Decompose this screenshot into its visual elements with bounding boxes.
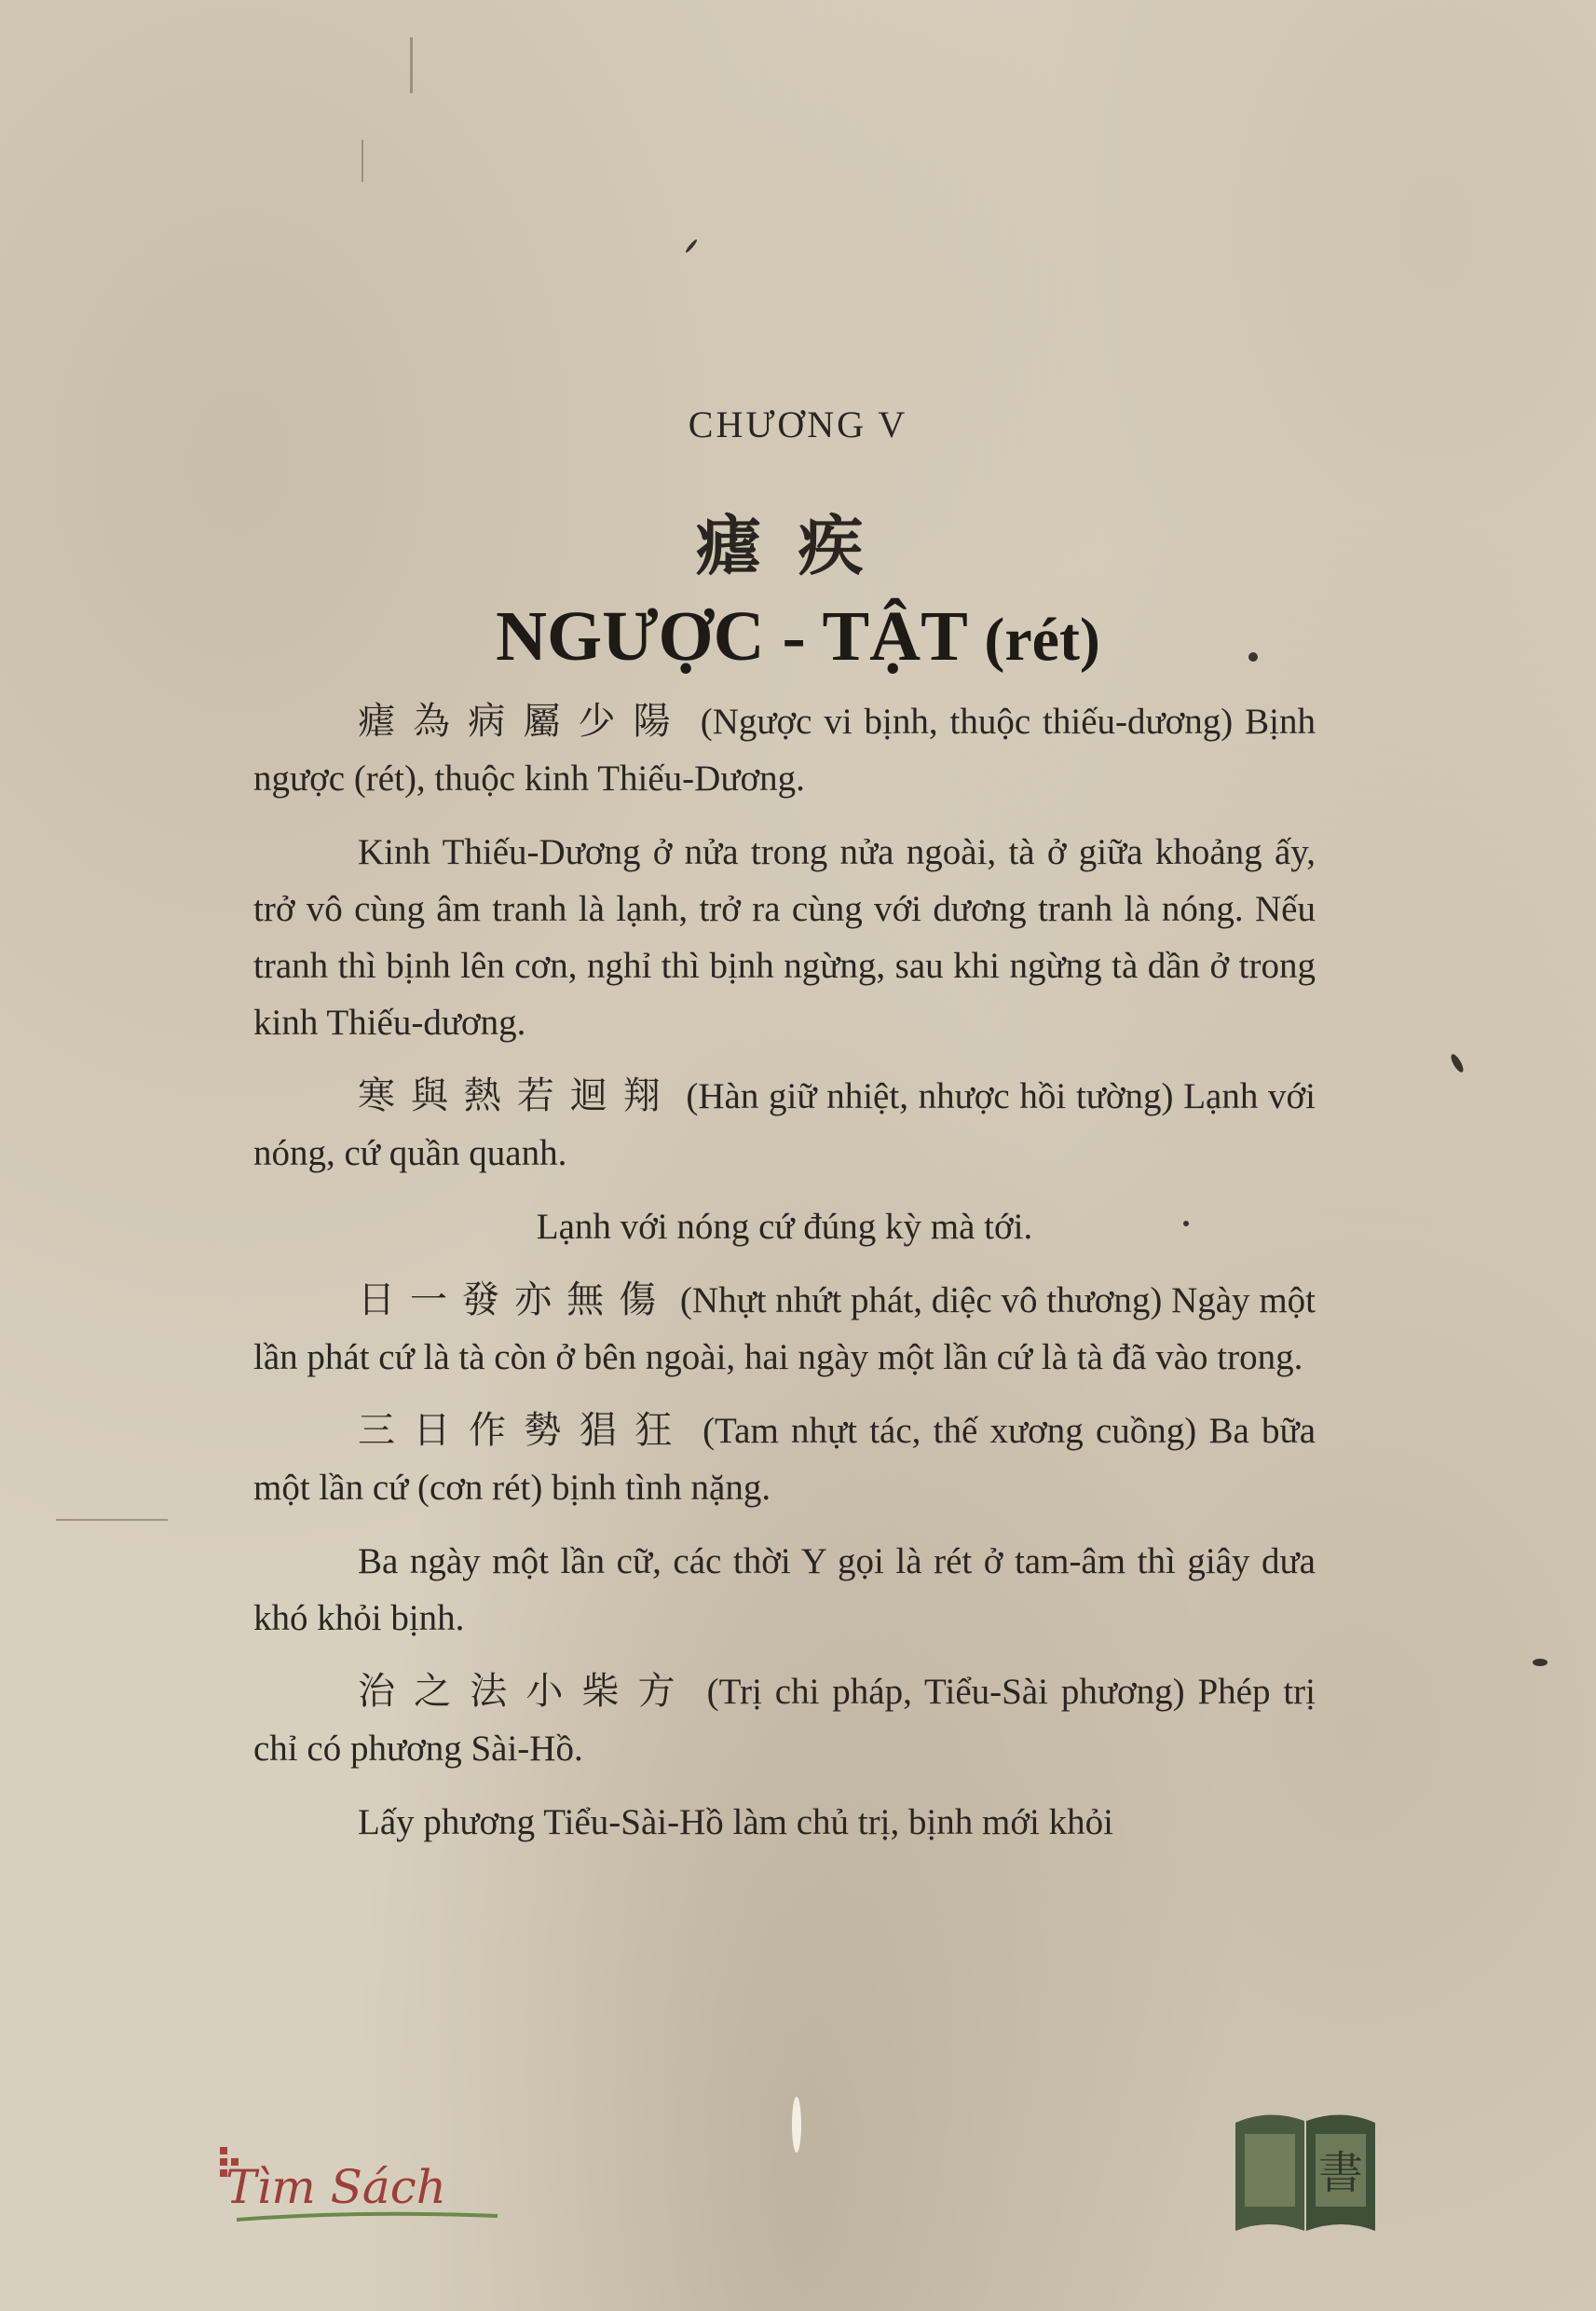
han-verse: 寒與熱若迴翔 [358,1074,676,1117]
paper-speck [1449,1052,1466,1073]
han-verse: 日一發亦無傷 [358,1279,672,1321]
body-text [253,693,1316,1867]
paragraph-text: Ba ngày một lần cữ, các thời Y gọi là rét ở tam-âm thì giây dưa khó khỏi bịnh. [253,1541,1316,1638]
main-title-text: NGƯỢC - TẬT [496,597,967,676]
han-title: 瘧疾 [695,507,901,584]
paper-scratch [410,37,413,93]
paragraph [253,824,1316,1051]
book-logo [1232,2104,1379,2235]
paper-speck [792,2097,801,2153]
han-verse: 瘧為病屬少陽 [358,700,689,743]
chapter-heading: CHƯƠNG V [688,403,908,445]
timsach-logo [218,2145,516,2229]
han-verse: 治之法小柴方 [358,1670,694,1713]
paragraph [253,1402,1316,1516]
paragraph-text: Lấy phương Tiểu-Sài-Hồ làm chủ trị, bịnh mới khỏi [358,1802,1113,1842]
paragraph [253,1068,1316,1182]
timsach-logo-text: Tìm Sách [225,2160,446,2214]
paragraph-text: Kinh Thiếu-Dương ở nửa trong nửa ngoài, tà ở giữa khoảng ấy, trở vô cùng âm tranh là lạnh, trở ra cùng với dương tranh là nóng. Nếu tranh thì bịnh lên cơn, nghỉ thì bịnh ngừng, sau khi ngừng tà dần ở trong kinh Thiếu-dương. [253,832,1316,1043]
paper-scratch [361,140,363,182]
paragraph-text: Lạnh với nóng cứ đúng kỳ mà tới. [536,1207,1033,1247]
paragraph [253,1198,1316,1255]
paragraph [253,1794,1316,1851]
book-logo-glyph: 書 [1317,2147,1364,2199]
paragraph-text: (Hàn giữ nhiệt, nhược hồi tường) Lạnh với nóng, cứ quần quanh. [253,1076,1316,1173]
paragraph [253,1533,1316,1647]
paragraph [253,1663,1316,1777]
paragraph-text: (Tam nhựt tác, thế xương cuồng) Ba bữa một lần cứ (cơn rét) bịnh tình nặng. [253,1411,1316,1508]
paragraph-text: (Ngược vi bịnh, thuộc thiếu-dương) Bịnh ngược (rét), thuộc kinh Thiếu-Dương. [253,702,1316,799]
paragraph-text: (Nhựt nhứt phát, diệc vô thương) Ngày một lần phát cứ là tà còn ở bên ngoài, hai ngày một lần cứ là tà đã vào trong. [253,1280,1316,1377]
main-title-sub: (rét) [984,606,1100,674]
main-title [0,596,1596,677]
paragraph-text: (Trị chi pháp, Tiểu-Sài phương) Phép trị chỉ có phương Sài-Hồ. [253,1672,1316,1769]
han-verse: 三日作勢猖狂 [358,1409,690,1452]
paragraph [253,1272,1316,1386]
paper-scratch [56,1519,168,1521]
paper-speck [1533,1659,1548,1666]
paragraph [253,693,1316,807]
paper-speck [685,239,699,253]
